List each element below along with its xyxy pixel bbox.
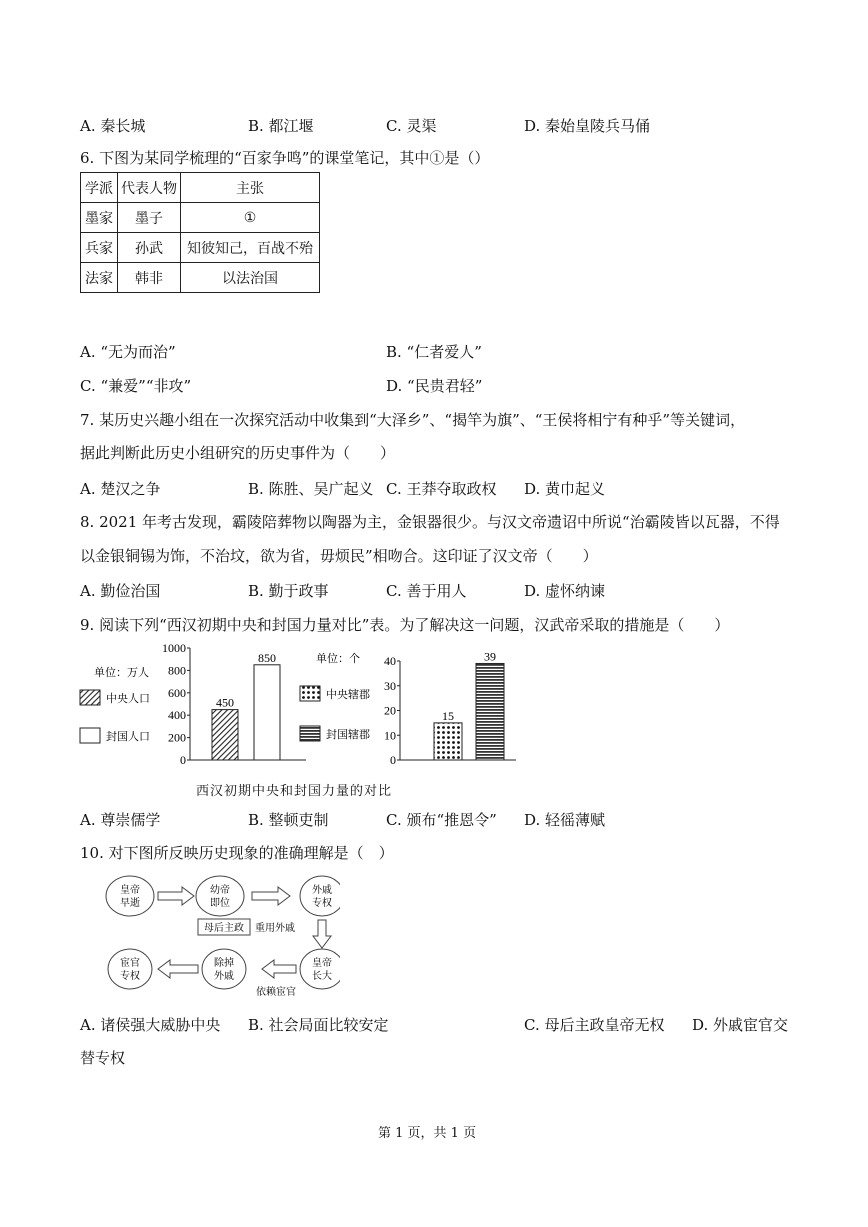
q7-stem-line1: 7. 某历史兴趣小组在一次探究活动中收集到“大泽乡”、“揭竿为旗”、“王侯将相宁有种乎”等关键词， <box>80 411 746 429</box>
table-row <box>81 203 320 233</box>
diagram-label: 依赖宦官 <box>256 987 296 998</box>
table-header-row <box>81 173 320 203</box>
table-header: 主张 <box>181 173 320 203</box>
arrow-right-icon <box>158 887 194 905</box>
table-cell: 兵家 <box>81 233 118 263</box>
q7-option-a: A. 楚汉之争 <box>80 480 161 498</box>
diagram-label: 重用外戚 <box>255 923 295 934</box>
svg-text:外戚: 外戚 <box>312 885 332 896</box>
table-header: 学派 <box>81 173 118 203</box>
q8-option-d: D. 虚怀纳谏 <box>524 582 606 600</box>
svg-text:宦官: 宦官 <box>120 958 140 969</box>
arrow-right-icon <box>252 887 290 905</box>
legend-label: 中央辖郡 <box>326 688 370 701</box>
table-cell: 法家 <box>81 263 118 293</box>
q6-option-c: C. “兼爱”“非攻” <box>80 377 192 395</box>
svg-text:皇帝: 皇帝 <box>312 958 332 969</box>
table-cell: 韩非 <box>118 263 181 293</box>
table-row <box>81 233 320 263</box>
q9-option-c: C. 颁布“推恩令” <box>386 811 497 829</box>
y-tick-label: 10 <box>384 728 396 743</box>
y-tick-label: 0 <box>180 753 186 767</box>
legend-swatch <box>300 726 320 741</box>
population-bar-chart <box>76 640 306 770</box>
table-cell: 墨家 <box>81 203 118 233</box>
bar-value-label: 450 <box>216 695 234 710</box>
svg-text:早逝: 早逝 <box>120 898 140 909</box>
q10-option-c: C. 母后主政皇帝无权 <box>524 1016 665 1034</box>
q5-option-d: D. 秦始皇陵兵马俑 <box>524 117 651 135</box>
q9-stem: 9. 阅读下列“西汉初期中央和封国力量对比”表。为了解决这一问题，汉武帝采取的措施是（ ） <box>80 616 730 634</box>
bar <box>434 723 462 760</box>
q10-stem: 10. 对下图所反映历史现象的准确理解是（ ） <box>80 844 394 862</box>
q9-option-b: B. 整顿吏制 <box>248 811 329 829</box>
q5-option-c: C. 灵渠 <box>386 117 437 135</box>
y-tick-label: 200 <box>168 730 186 745</box>
table-cell: 知彼知己，百战不殆 <box>181 233 320 263</box>
table-cell: ① <box>181 203 320 233</box>
q9-option-d: D. 轻徭薄赋 <box>524 811 606 829</box>
legend-swatch <box>80 690 100 705</box>
power-cycle-diagram <box>100 872 340 1002</box>
q10-option-a: A. 诸侯强大威胁中央 <box>80 1016 221 1034</box>
legend-swatch <box>300 686 320 701</box>
q6-option-b: B. “仁者爱人” <box>386 343 482 361</box>
legend-label: 封国辖郡 <box>326 728 370 741</box>
bar <box>476 663 504 760</box>
diagram-node <box>300 876 340 916</box>
svg-text:即位: 即位 <box>210 898 230 909</box>
page-footer: 第 1 页，共 1 页 <box>378 1126 477 1141</box>
y-tick-label: 0 <box>390 753 396 767</box>
y-tick-label: 1000 <box>162 641 186 655</box>
table-cell: 孙武 <box>118 233 181 263</box>
table-cell: 以法治国 <box>181 263 320 293</box>
y-tick-label: 20 <box>384 703 396 718</box>
q8-option-a: A. 勤俭治国 <box>80 582 161 600</box>
svg-text:除掉: 除掉 <box>214 958 234 969</box>
diagram-node <box>108 949 152 989</box>
q7-option-c: C. 王莽夺取政权 <box>386 480 497 498</box>
legend-swatch <box>80 728 100 743</box>
q8-stem-line1: 8. 2021 年考古发现，霸陵陪葬物以陶器为主，金银器很少。与汉文帝遗诏中所说“治霸陵皆以瓦器，不得 <box>80 513 780 531</box>
svg-text:长大: 长大 <box>312 971 332 982</box>
q10-option-d-continued: 替专权 <box>80 1049 126 1067</box>
bar <box>254 665 280 760</box>
diagram-node <box>300 949 340 989</box>
legend-label: 中央人口 <box>106 692 150 705</box>
q9-option-a: A. 尊崇儒学 <box>80 811 161 829</box>
q7-option-b: B. 陈胜、吴广起义 <box>248 480 374 498</box>
q6-option-a: A. “无为而治” <box>80 343 176 361</box>
svg-text:外戚: 外戚 <box>214 971 234 982</box>
diagram-node <box>196 876 244 916</box>
diagram-node <box>106 876 154 916</box>
q7-stem-line2: 据此判断此历史小组研究的历史事件为（ ） <box>80 444 396 462</box>
y-tick-label: 800 <box>168 663 186 678</box>
bar-value-label: 850 <box>258 650 276 665</box>
arrow-down-icon <box>313 920 331 948</box>
bar-value-label: 15 <box>442 708 454 723</box>
unit-label: 单位：万人 <box>94 666 149 679</box>
bar-value-label: 39 <box>484 649 496 664</box>
diagram-node <box>202 949 246 989</box>
svg-text:幼帝: 幼帝 <box>210 885 230 896</box>
y-tick-label: 40 <box>384 654 396 668</box>
y-tick-label: 30 <box>384 678 396 693</box>
commandery-bar-chart <box>296 640 526 770</box>
q6-schools-table <box>80 172 320 293</box>
arrow-left-icon <box>158 960 198 978</box>
table-header: 代表人物 <box>118 173 181 203</box>
q6-option-d: D. “民贵君轻” <box>386 377 483 395</box>
q10-option-b: B. 社会局面比较安定 <box>248 1016 389 1034</box>
q10-option-d: D. 外戚宦官交 <box>692 1016 789 1034</box>
arrow-left-icon <box>262 960 296 978</box>
q5-option-b: B. 都江堰 <box>248 117 314 135</box>
svg-text:专权: 专权 <box>120 971 140 982</box>
q8-stem-line2: 以金银铜锡为饰，不治坟，欲为省，毋烦民”相吻合。这印证了汉文帝（ ） <box>80 547 598 565</box>
q8-option-b: B. 勤于政事 <box>248 582 329 600</box>
table-cell: 墨子 <box>118 203 181 233</box>
svg-text:皇帝: 皇帝 <box>120 885 140 896</box>
q6-stem: 6. 下图为某同学梳理的“百家争鸣”的课堂笔记，其中①是（） <box>80 149 490 167</box>
unit-label: 单位：个 <box>316 652 360 665</box>
y-tick-label: 400 <box>168 708 186 723</box>
bar <box>212 710 238 760</box>
q9-chart-caption: 西汉初期中央和封国力量的对比 <box>196 784 393 799</box>
table-row <box>81 263 320 293</box>
q8-option-c: C. 善于用人 <box>386 582 467 600</box>
y-tick-label: 600 <box>168 685 186 700</box>
diagram-label: 母后主政 <box>204 923 244 934</box>
q5-option-a: A. 秦长城 <box>80 117 146 135</box>
svg-text:专权: 专权 <box>312 898 332 909</box>
q7-option-d: D. 黄巾起义 <box>524 480 606 498</box>
legend-label: 封国人口 <box>106 730 150 743</box>
